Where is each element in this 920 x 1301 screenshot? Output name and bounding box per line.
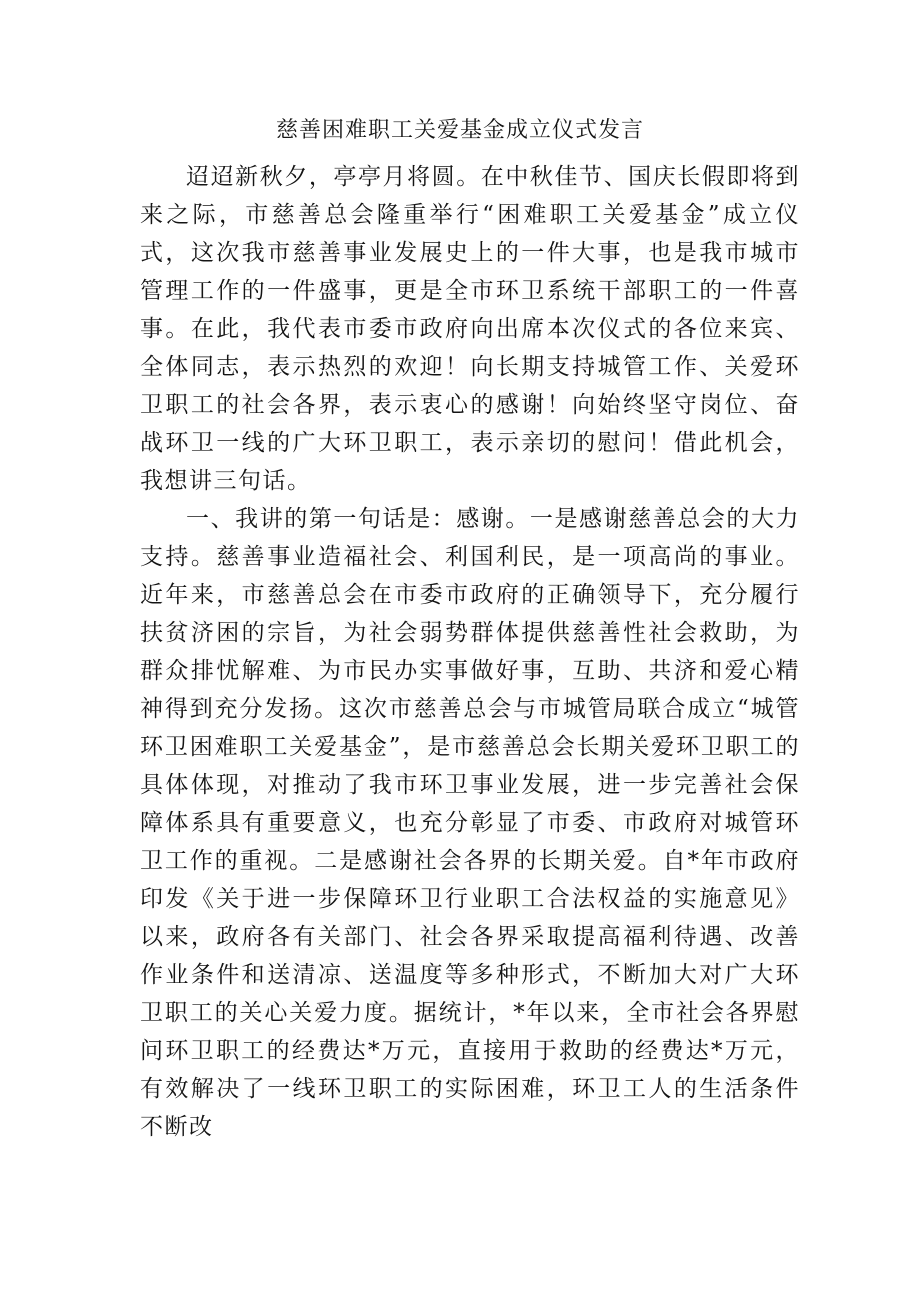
paragraph-opening: 迢迢新秋夕，亭亭月将圆。在中秋佳节、国庆长假即将到来之际，市慈善总会隆重举行“困难职工关爱基金”成立仪式，这次我市慈善事业发展史上的一件大事，也是我市城市管理工作的一件盛事，更是全市环卫系统干部职工的一件喜事。在此，我代表市委市政府向出席本次仪式的各位来宾、全体同志，表示热烈的欢迎！向长期支持城管工作、关爱环卫职工的社会各界，表示衷心的感谢！向始终坚守岗位、奋战环卫一线的广大环卫职工，表示亲切的慰问！借此机会，我想讲三句话。 (140, 164, 800, 494)
document-title: 慈善困难职工关爱基金成立仪式发言 (275, 118, 644, 143)
document-body (140, 158, 800, 1146)
paragraph-first-point: 一、我讲的第一句话是：感谢。一是感谢慈善总会的大力支持。慈善事业造福社会、利国利民，是一项高尚的事业。近年来，市慈善总会在市委市政府的正确领导下，充分履行扶贫济困的宗旨，为社会弱势群体提供慈善性社会救助，为群众排忧解难、为市民办实事做好事，互助、共济和爱心精神得到充分发扬。这次市慈善总会与市城管局联合成立“城管环卫困难职工关爱基金”，是市慈善总会长期关爱环卫职工的具体体现，对推动了我市环卫事业发展，进一步完善社会保障体系具有重要意义，也充分彰显了市委、市政府对城管环卫工作的重视。二是感谢社会各界的长期关爱。自*年市政府印发《关于进一步保障环卫行业职工合法权益的实施意见》以来，政府各有关部门、社会各界采取提高福利待遇、改善作业条件和送清凉、送温度等多种形式，不断加大对广大环卫职工的关心关爱力度。据统计，*年以来，全市社会各界慰问环卫职工的经费达*万元，直接用于救助的经费达*万元，有效解决了一线环卫职工的实际困难，环卫工人的生活条件不断改 (140, 506, 800, 1140)
